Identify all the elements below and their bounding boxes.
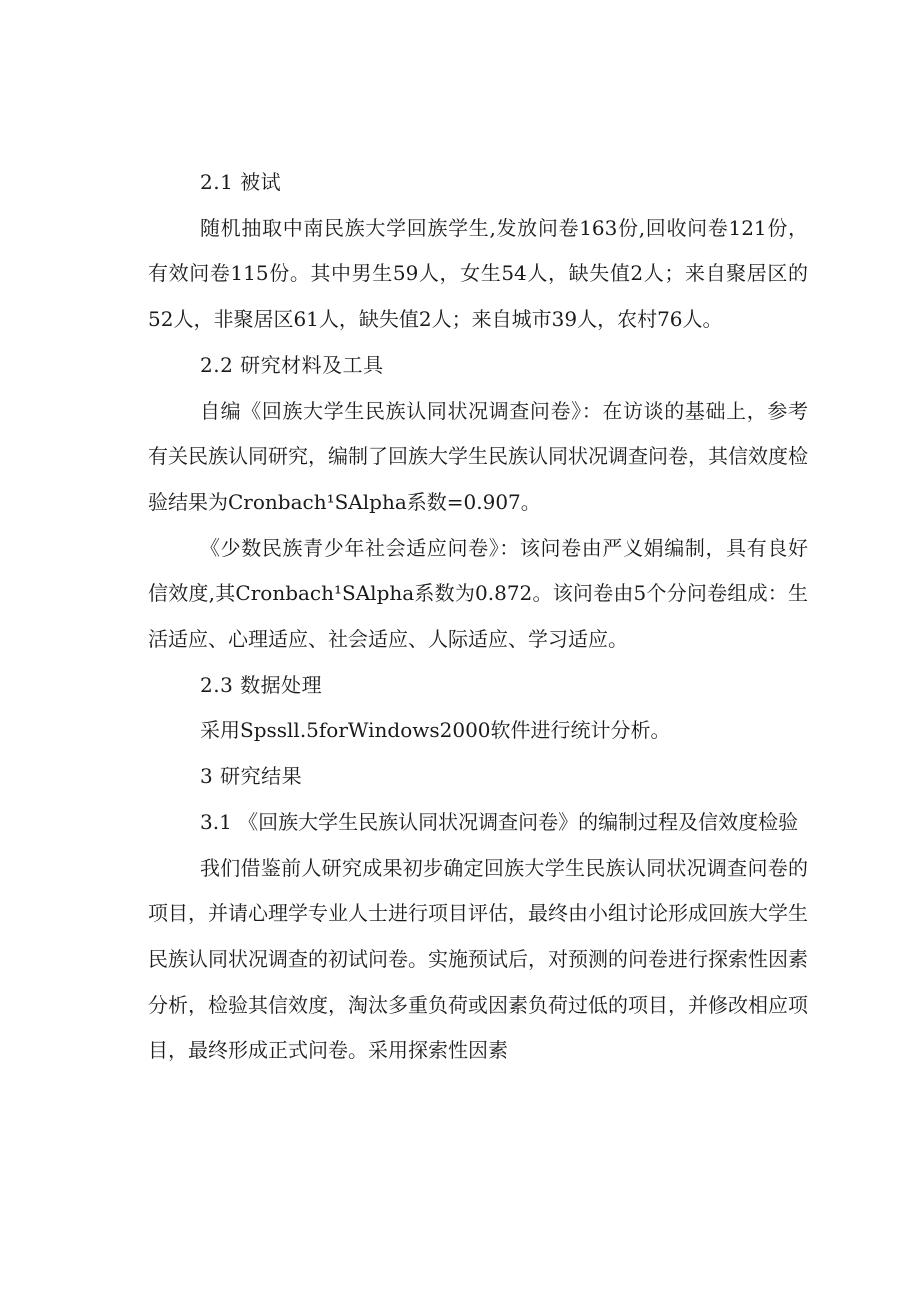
paragraph-participants: 随机抽取中南民族大学回族学生,发放问卷163份,回收问卷121份，有效问卷115份。其中男生59人，女生54人，缺失值2人；来自聚居区的52人，非聚居区61人，缺失值2人；来自城市39人，农村76人。: [148, 215, 808, 332]
heading-2-3: 2.3 数据处理: [200, 672, 323, 697]
document-body: [148, 160, 808, 1074]
paragraph-adaptation-questionnaire: 《少数民族青少年社会适应问卷》：该问卷由严义娟编制，具有良好信效度,其Cronbach¹SAlpha系数为0.872。该问卷由5个分问卷组成：生活适应、心理适应、社会适应、人际适应、学习适应。: [148, 535, 808, 652]
heading-2-1: 2.1 被试: [200, 170, 282, 194]
heading-3-1: 3.1 《回族大学生民族认同状况调查问卷》的编制过程及信效度检验: [200, 809, 799, 834]
heading-2-2: 2.2 研究材料及工具: [200, 352, 384, 377]
paragraph-data-processing: 采用Spssll.5forWindows2000软件进行统计分析。: [200, 718, 671, 743]
paragraph-identity-questionnaire: 自编《回族大学生民族认同状况调查问卷》：在访谈的基础上，参考有关民族认同研究，编制了回族大学生民族认同状况调查问卷，其信效度检验结果为Cronbach¹SAlpha系数=0.907。: [148, 398, 808, 514]
paragraph-questionnaire-development: 我们借鉴前人研究成果初步确定回族大学生民族认同状况调查问卷的项目，并请心理学专业人士进行项目评估，最终由小组讨论形成回族大学生民族认同状况调查的初试问卷。实施预试后，对预测的问卷进行探索性因素分析，检验其信效度，淘汰多重负荷或因素负荷过低的项目，并修改相应项目，最终形成正式问卷。采用探索性因素: [148, 855, 808, 1063]
heading-3: 3 研究结果: [200, 764, 303, 789]
